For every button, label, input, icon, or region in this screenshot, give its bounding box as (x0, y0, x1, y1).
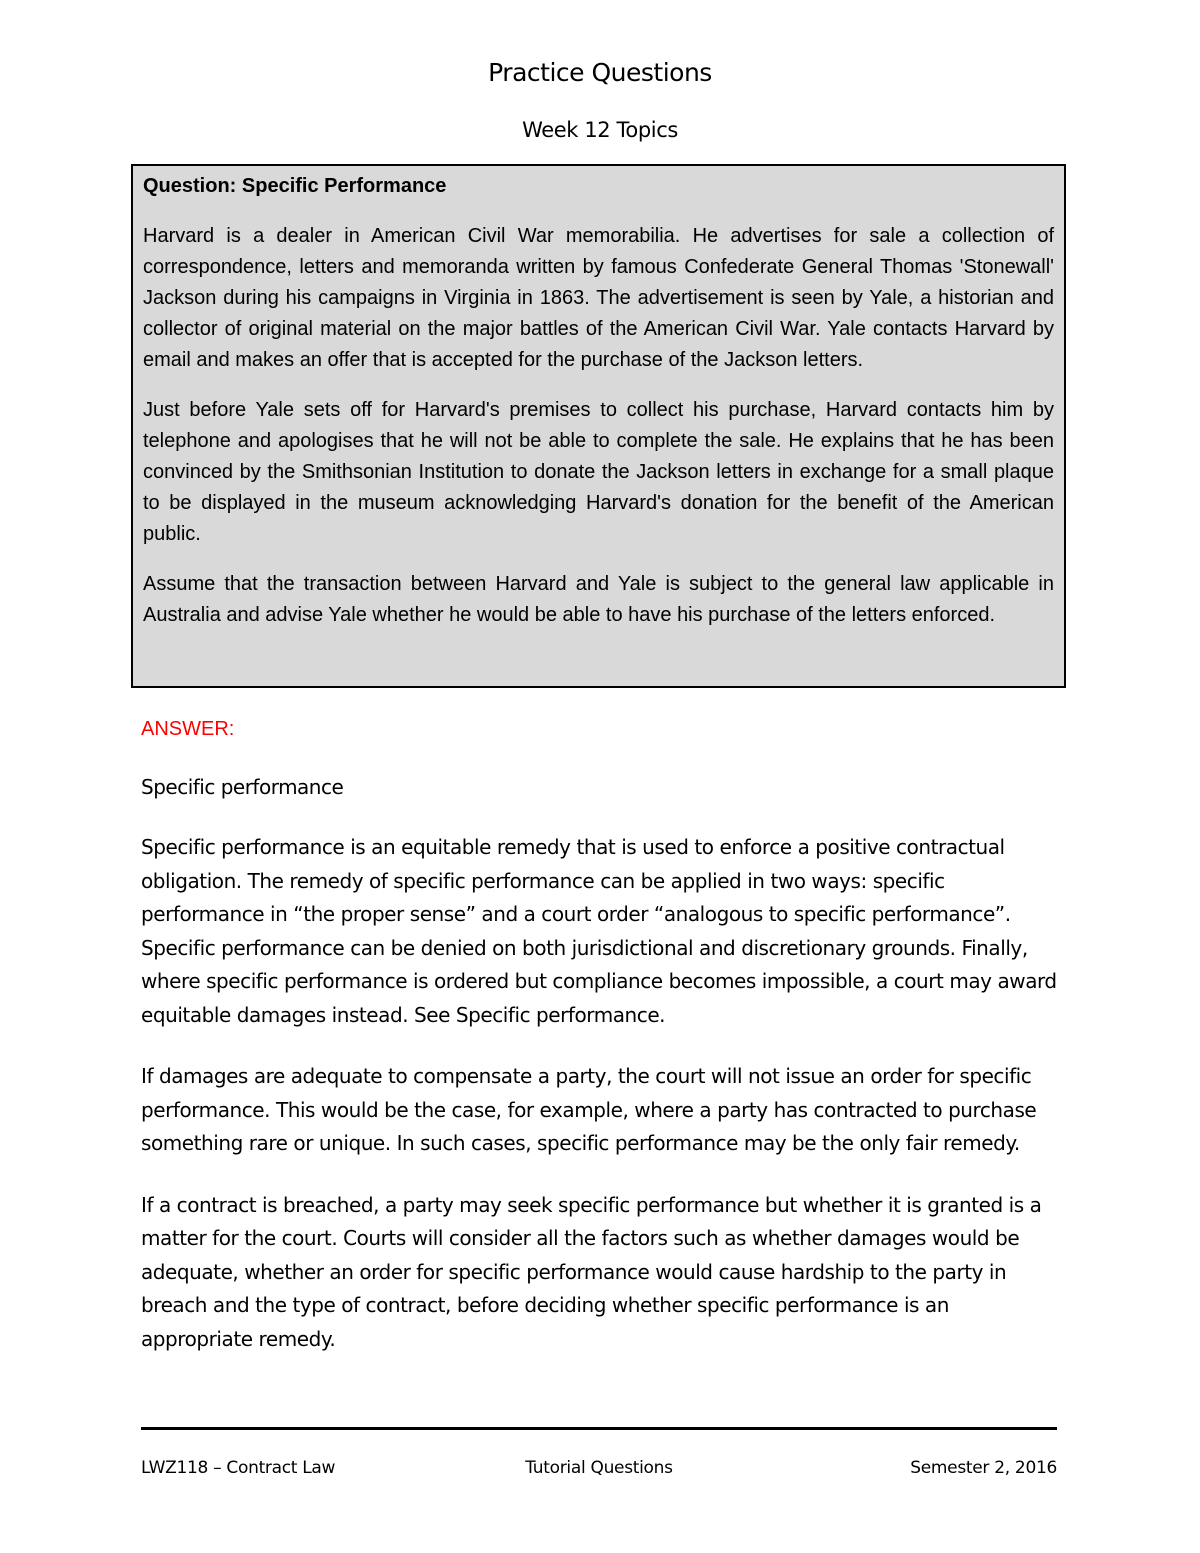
answer-heading: Specific performance (141, 775, 344, 799)
footer-semester: Semester 2, 2016 (910, 1458, 1057, 1478)
footer-document-type: Tutorial Questions (525, 1458, 673, 1478)
answer-label: ANSWER: (141, 718, 235, 740)
question-heading: Question: Specific Performance (143, 175, 447, 197)
answer-paragraph: If damages are adequate to compensate a party, the court will not issue an order for specific performance. This would be the case, for example, where a party has contracted to purchase something rare or unique. In such cases, specific performance may be the only fair remedy. (141, 1064, 1037, 1155)
page-subtitle: Week 12 Topics (522, 118, 678, 142)
answer-paragraph: If a contract is breached, a party may seek specific performance but whether it is granted is a matter for the court. Courts will consider all the factors such as whether damages would be adequate, whether an order for specific performance would cause hardship to the party in breach and the type of contract, before deciding whether specific performance is an appropriate remedy. (141, 1192, 1042, 1351)
footer-divider (141, 1427, 1057, 1430)
question-box (131, 164, 1066, 688)
question-paragraph: Assume that the transaction between Harvard and Yale is subject to the general law applicable in Australia and advise Yale whether he would be able to have his purchase of the letters enforced. (143, 573, 1054, 626)
answer-section (141, 715, 1061, 1384)
question-paragraph: Just before Yale sets off for Harvard's premises to collect his purchase, Harvard contacts him by telephone and apologises that he will not be able to complete the sale. He explains that he has been convinced by the Smithsonian Institution to donate the Jackson letters in exchange for a small plaque to be displayed in the museum acknowledging Harvard's donation for the benefit of the American public. (143, 399, 1054, 545)
page-footer (141, 1458, 1057, 1486)
footer-course: LWZ118 – Contract Law (141, 1458, 336, 1478)
question-paragraph: Harvard is a dealer in American Civil War memorabilia. He advertises for sale a collection of correspondence, letters and memoranda written by famous Confederate General Thomas 'Stonewall' Jackson during his campaigns in Virginia in 1863. The advertisement is seen by Yale, a historian and collector of original material on the major battles of the American Civil War. Yale contacts Harvard by email and makes an offer that is accepted for the purchase of the Jackson letters. (143, 225, 1054, 371)
page-title: Practice Questions (488, 58, 712, 87)
answer-paragraph: Specific performance is an equitable remedy that is used to enforce a positive contractual obligation. The remedy of specific performance can be applied in two ways: specific performance in “the proper sense” and a court order “analogous to specific performance”. Specific performance can be denied on both jurisdictional and discretionary grounds. Finally, where specific performance is ordered but compliance becomes impossible, a court may award equitable damages instead. See Specific performance. (141, 835, 1057, 1027)
